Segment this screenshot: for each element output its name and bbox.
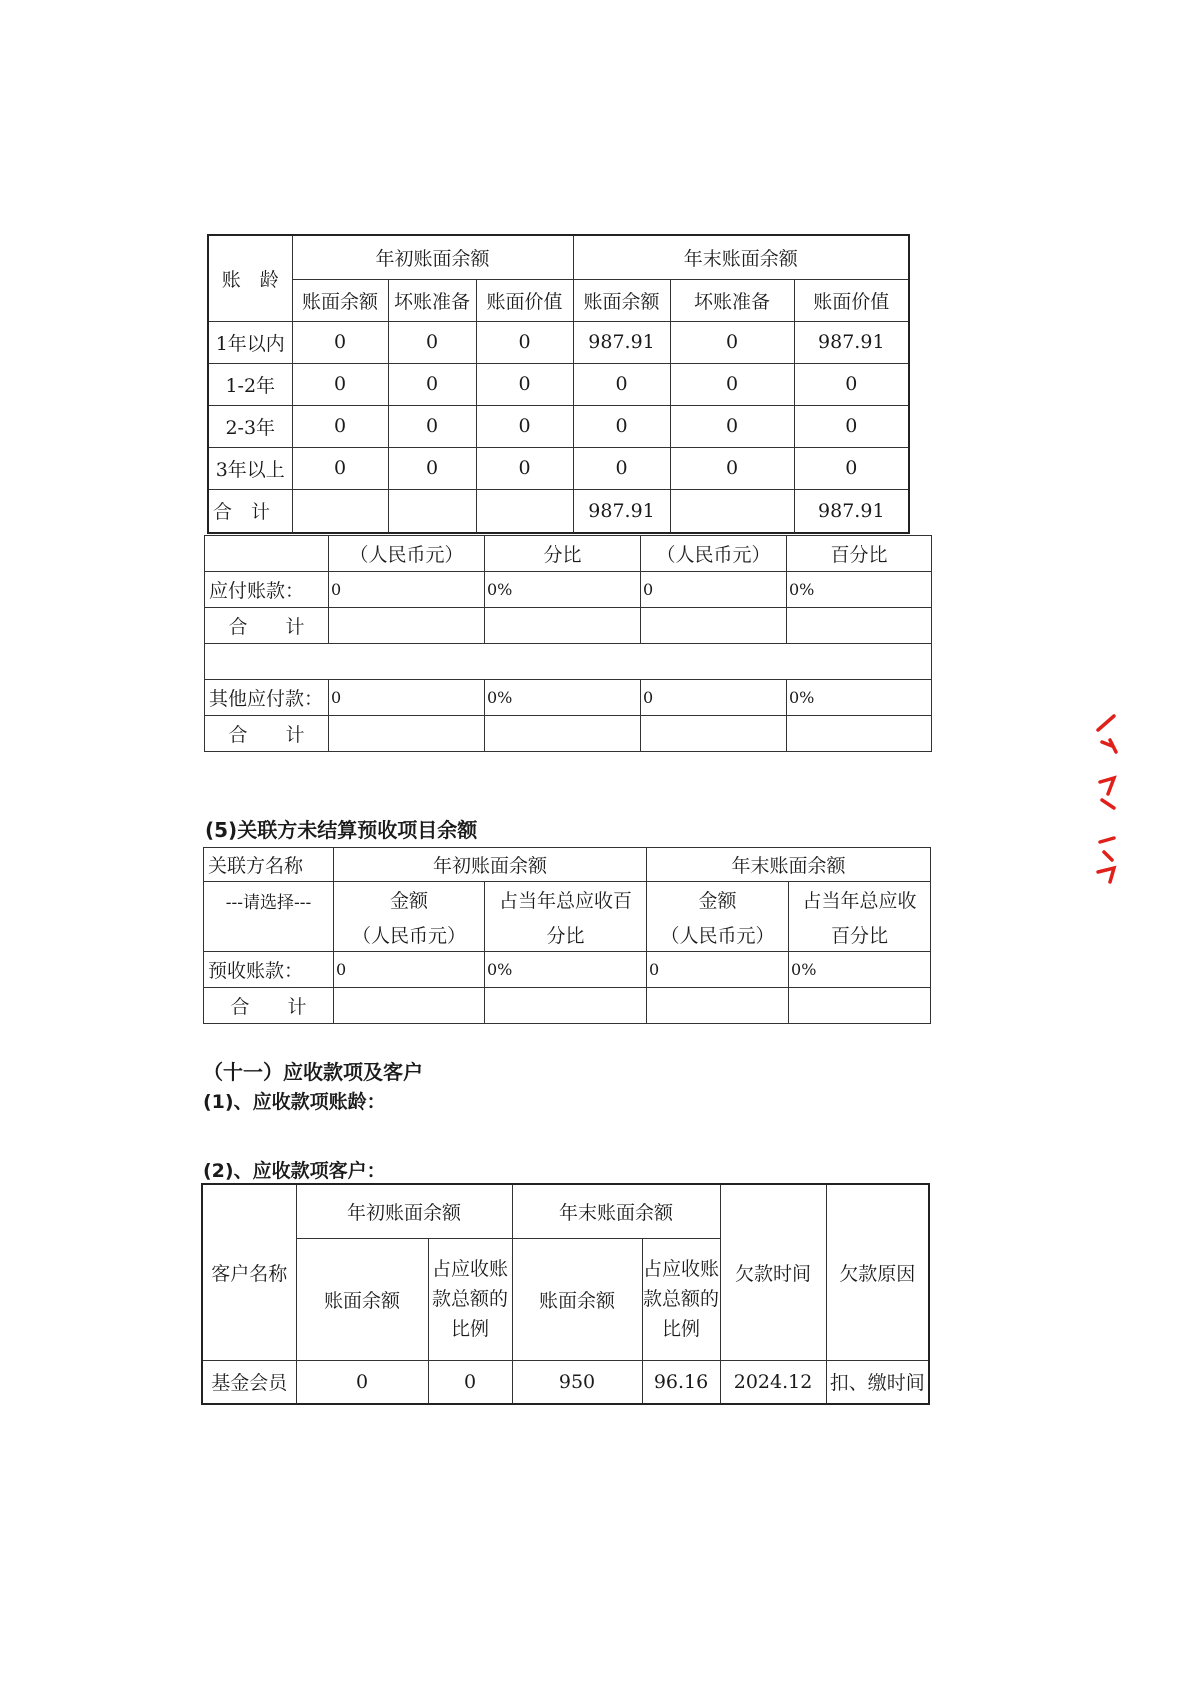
table-cell (329, 716, 485, 752)
related-party-table (203, 847, 931, 1024)
table-row (204, 952, 931, 988)
table-cell: 0 (670, 447, 794, 489)
amount-header (334, 882, 485, 952)
column-header: 账面价值 (794, 279, 909, 321)
ratio-header: 占应收账款总额的比例 (428, 1238, 512, 1360)
table-row (205, 680, 932, 716)
amount-label: 金额 (389, 889, 428, 912)
row-label: 合 计 (208, 489, 292, 533)
percent-label-line2: 分比 (546, 924, 585, 947)
total-row (205, 608, 932, 644)
column-header: 账面余额 (573, 279, 670, 321)
ratio-header: 占应收账款总额的比例 (642, 1238, 720, 1360)
table-cell: 987.91 (573, 489, 670, 533)
table-cell: 0 (292, 363, 388, 405)
table-cell: 0 (670, 405, 794, 447)
end-balance-group-header: 年末账面余额 (512, 1184, 720, 1238)
column-header (205, 536, 329, 572)
overdue-reason-header: 欠款原因 (826, 1184, 929, 1360)
age-header: 账 龄 (208, 235, 292, 321)
table-cell: 0 (794, 447, 909, 489)
table-cell: 0 (476, 405, 573, 447)
row-label: 1年以内 (208, 321, 292, 363)
table-cell (485, 716, 641, 752)
table-cell (485, 988, 647, 1024)
row-label: 3年以上 (208, 447, 292, 489)
table-cell: 96.16 (642, 1360, 720, 1404)
table-cell (329, 608, 485, 644)
column-header: 账面价值 (476, 279, 573, 321)
currency-label: （人民币元） (660, 924, 775, 947)
table-row (208, 321, 909, 363)
table-cell: 0% (485, 952, 647, 988)
row-label: 预收账款： (204, 952, 334, 988)
table-cell (292, 489, 388, 533)
table-cell (647, 988, 789, 1024)
blank-row (205, 644, 932, 680)
balance-header: 账面余额 (512, 1238, 642, 1360)
table-row (202, 1360, 929, 1404)
percent-header (485, 882, 647, 952)
balance-header: 账面余额 (296, 1238, 428, 1360)
table-row (208, 405, 909, 447)
table-cell: 2024.12 (720, 1360, 826, 1404)
table-cell (641, 608, 787, 644)
table-cell (641, 716, 787, 752)
begin-balance-group-header: 年初账面余额 (292, 235, 573, 279)
column-header: 坏账准备 (388, 279, 476, 321)
column-header: （人民币元） (329, 536, 485, 572)
customers-table (201, 1183, 930, 1405)
column-header: 百分比 (787, 536, 932, 572)
table-cell: 0 (292, 405, 388, 447)
blank-cell (205, 644, 932, 680)
table-cell: 0 (641, 572, 787, 608)
table-cell: 987.91 (794, 489, 909, 533)
table-cell: 0 (573, 447, 670, 489)
party-select[interactable]: ---请选择--- (204, 882, 334, 952)
table-cell (787, 608, 932, 644)
table-cell: 0% (787, 680, 932, 716)
row-label: 合 计 (205, 608, 329, 644)
amount-label: 金额 (698, 889, 737, 912)
customer-name: 基金会员 (202, 1360, 296, 1404)
overdue-time-header: 欠款时间 (720, 1184, 826, 1360)
begin-balance-group-header: 年初账面余额 (296, 1184, 512, 1238)
table-row (208, 447, 909, 489)
table-cell: 0 (573, 405, 670, 447)
table-cell: 0% (485, 680, 641, 716)
table-cell: 0 (292, 321, 388, 363)
table-cell: 0 (428, 1360, 512, 1404)
row-label: 其他应付款： (205, 680, 329, 716)
table-cell (789, 988, 931, 1024)
row-label: 合 计 (204, 988, 334, 1024)
table-cell: 987.91 (794, 321, 909, 363)
total-row (204, 988, 931, 1024)
column-header: 坏账准备 (670, 279, 794, 321)
table-cell: 0 (641, 680, 787, 716)
table-cell: 0% (485, 572, 641, 608)
percent-header (789, 882, 931, 952)
table-cell: 扣、缴时间 (826, 1360, 929, 1404)
table-cell: 0 (388, 447, 476, 489)
party-name-header: 关联方名称 (204, 848, 334, 882)
table-cell (388, 489, 476, 533)
table-cell: 987.91 (573, 321, 670, 363)
table-cell: 0% (789, 952, 931, 988)
table-cell: 0 (476, 363, 573, 405)
begin-balance-group-header: 年初账面余额 (334, 848, 647, 882)
row-label: 2-3年 (208, 405, 292, 447)
end-balance-group-header: 年末账面余额 (573, 235, 909, 279)
table-cell (787, 716, 932, 752)
section-5-title: (5)关联方未结算预收项目余额 (205, 818, 478, 842)
percent-label-line2: 百分比 (831, 924, 889, 947)
column-header: （人民币元） (641, 536, 787, 572)
total-row (208, 489, 909, 533)
table-cell: 0 (476, 321, 573, 363)
table-cell: 0 (647, 952, 789, 988)
table-cell: 0 (794, 363, 909, 405)
amount-header (647, 882, 789, 952)
row-label: 应付账款： (205, 572, 329, 608)
currency-label: （人民币元） (351, 924, 466, 947)
table-cell: 0 (670, 363, 794, 405)
percent-label-line1: 占当年总应收百 (499, 889, 633, 912)
table-cell: 0 (329, 572, 485, 608)
subsection-customers-title: (2)、应收款项客户： (203, 1160, 386, 1182)
subsection-aging-title: (1)、应收款项账龄： (203, 1091, 386, 1113)
payables-table (204, 535, 932, 752)
table-cell: 0 (794, 405, 909, 447)
table-row (205, 572, 932, 608)
end-balance-group-header: 年末账面余额 (647, 848, 931, 882)
table-cell: 0 (292, 447, 388, 489)
table-cell: 0 (670, 321, 794, 363)
table-cell (670, 489, 794, 533)
row-label: 1-2年 (208, 363, 292, 405)
table-cell: 0 (329, 680, 485, 716)
customer-name-header: 客户名称 (202, 1184, 296, 1360)
table-cell (476, 489, 573, 533)
table-cell: 0 (573, 363, 670, 405)
total-row (205, 716, 932, 752)
table-cell: 0% (787, 572, 932, 608)
table-row (208, 363, 909, 405)
table-cell: 950 (512, 1360, 642, 1404)
table-cell: 0 (388, 363, 476, 405)
table-cell (334, 988, 485, 1024)
table-cell: 0 (296, 1360, 428, 1404)
aging-table (207, 234, 910, 534)
table-cell: 0 (388, 321, 476, 363)
column-header: 分比 (485, 536, 641, 572)
section-11-title: （十一）应收款项及客户 (203, 1060, 423, 1084)
row-label: 合 计 (205, 716, 329, 752)
table-cell: 0 (476, 447, 573, 489)
column-header: 账面余额 (292, 279, 388, 321)
percent-label-line1: 占当年总应收 (802, 889, 917, 912)
table-cell: 0 (388, 405, 476, 447)
seal-stamp-fragment (1092, 712, 1118, 892)
table-cell (485, 608, 641, 644)
table-cell: 0 (334, 952, 485, 988)
